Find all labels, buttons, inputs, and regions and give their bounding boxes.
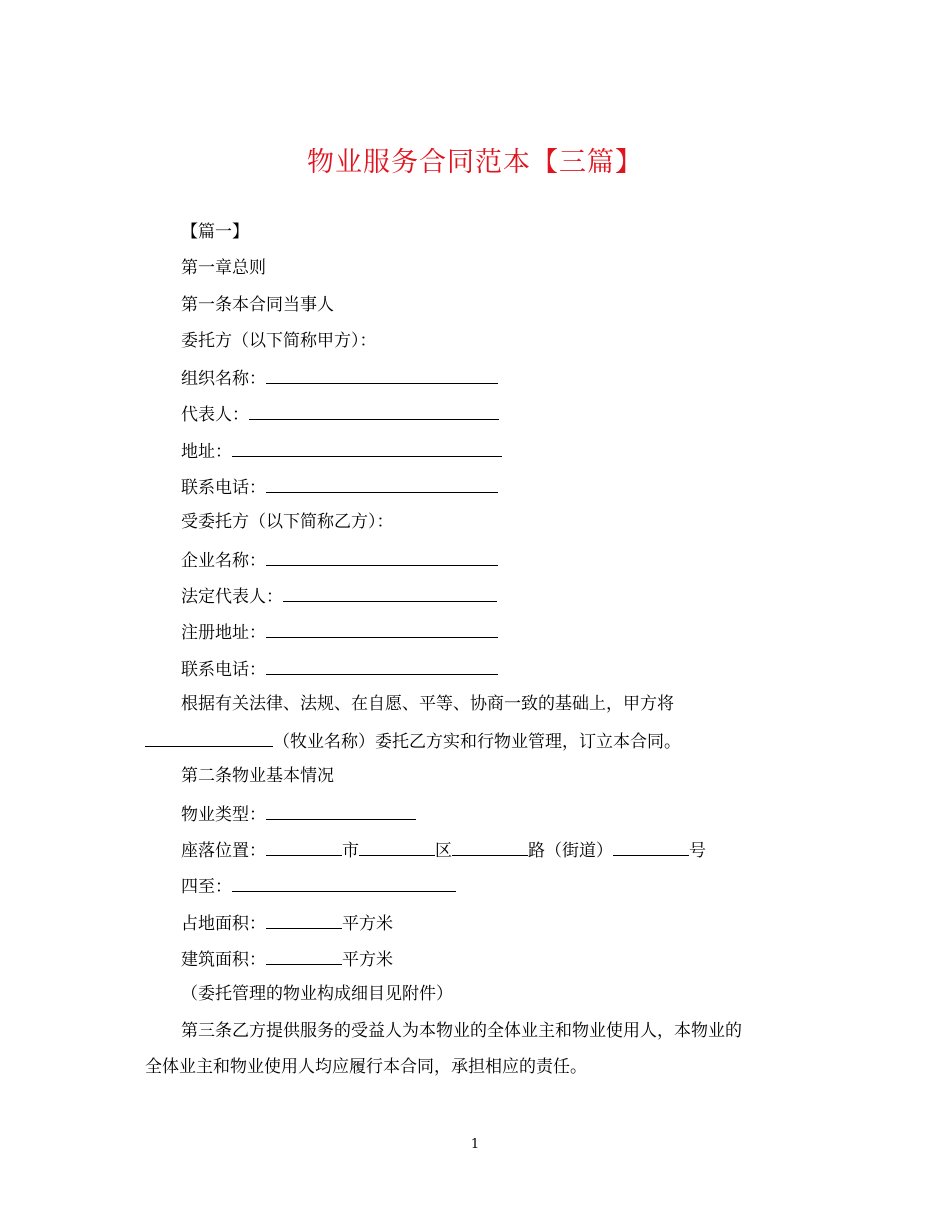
fill-in-blank [452,831,528,856]
party-a-org-name-row [145,359,805,395]
party-b-company-row [145,541,805,577]
fill-in-blank [249,395,499,420]
fill-in-blank [283,577,497,602]
basis-paragraph-line-1: 根据有关法律、法规、在自愿、平等、协商一致的基础上，甲方将 [181,693,674,714]
party-b-legal-rep-row [145,577,805,613]
building-area-row [145,940,805,976]
property-type-row [145,795,805,831]
field-label: 注册地址： [181,623,266,644]
party-b-reg-address-row [145,613,805,649]
field-label: 座落位置： [181,841,266,862]
road-label: 路（街道） [528,841,613,862]
fill-in-blank [266,904,342,929]
field-label: 物业类型： [181,804,266,825]
field-label: 企业名称： [181,550,266,571]
basis-text: （牧业名称）委托乙方实和行物业管理，订立本合同。 [273,732,681,753]
unit-label: 平方米 [342,949,393,970]
fill-in-blank [359,831,435,856]
article-1-heading: 第一条本合同当事人 [181,294,334,315]
basis-paragraph-line-2 [145,722,805,758]
field-label: 法定代表人： [181,586,283,607]
document-body [145,214,805,1085]
fill-in-blank [266,940,342,965]
fill-in-blank [266,541,498,566]
city-label: 市 [342,841,359,862]
chapter-heading: 第一章总则 [181,258,266,279]
field-label: 联系电话： [181,478,266,499]
document-title: 物业服务合同范本【三篇】 [307,147,643,178]
article-2-heading: 第二条物业基本情况 [181,766,334,787]
field-label: 组织名称： [181,369,266,390]
number-label: 号 [689,841,706,862]
property-location-row [145,831,805,867]
fill-in-blank [266,650,498,675]
fill-in-blank [266,613,498,638]
fill-in-blank [232,867,456,892]
field-label: 占地面积： [181,913,266,934]
field-label: 代表人： [181,405,249,426]
district-label: 区 [435,841,452,862]
property-boundaries-row [145,867,805,903]
field-label: 地址： [181,441,232,462]
fill-in-blank [266,831,342,856]
party-b-intro: 受委托方（以下简称乙方）： [181,512,394,533]
article-3-line-1: 第三条乙方提供服务的受益人为本物业的全体业主和物业使用人，本物业的 [181,1020,742,1041]
party-a-phone-row [145,468,805,504]
fill-in-blank [266,468,498,493]
fill-in-blank [145,722,273,747]
field-label: 建筑面积： [181,949,266,970]
party-a-intro: 委托方（以下简称甲方）： [181,330,377,351]
fill-in-blank [266,359,498,384]
page-number: 1 [470,1137,480,1152]
fill-in-blank [232,432,502,457]
field-label: 四至： [181,877,232,898]
fill-in-blank [266,795,416,820]
article-3-line-2: 全体业主和物业使用人均应履行本合同，承担相应的责任。 [145,1056,587,1077]
section-heading: 【篇一】 [181,222,249,242]
party-a-representative-row [145,395,805,431]
fill-in-blank [613,831,689,856]
attachment-note: （委托管理的物业构成细目见附件） [181,984,453,1005]
land-area-row [145,904,805,940]
field-label: 联系电话： [181,659,266,680]
unit-label: 平方米 [342,913,393,934]
party-b-phone-row [145,650,805,686]
party-a-address-row [145,432,805,468]
